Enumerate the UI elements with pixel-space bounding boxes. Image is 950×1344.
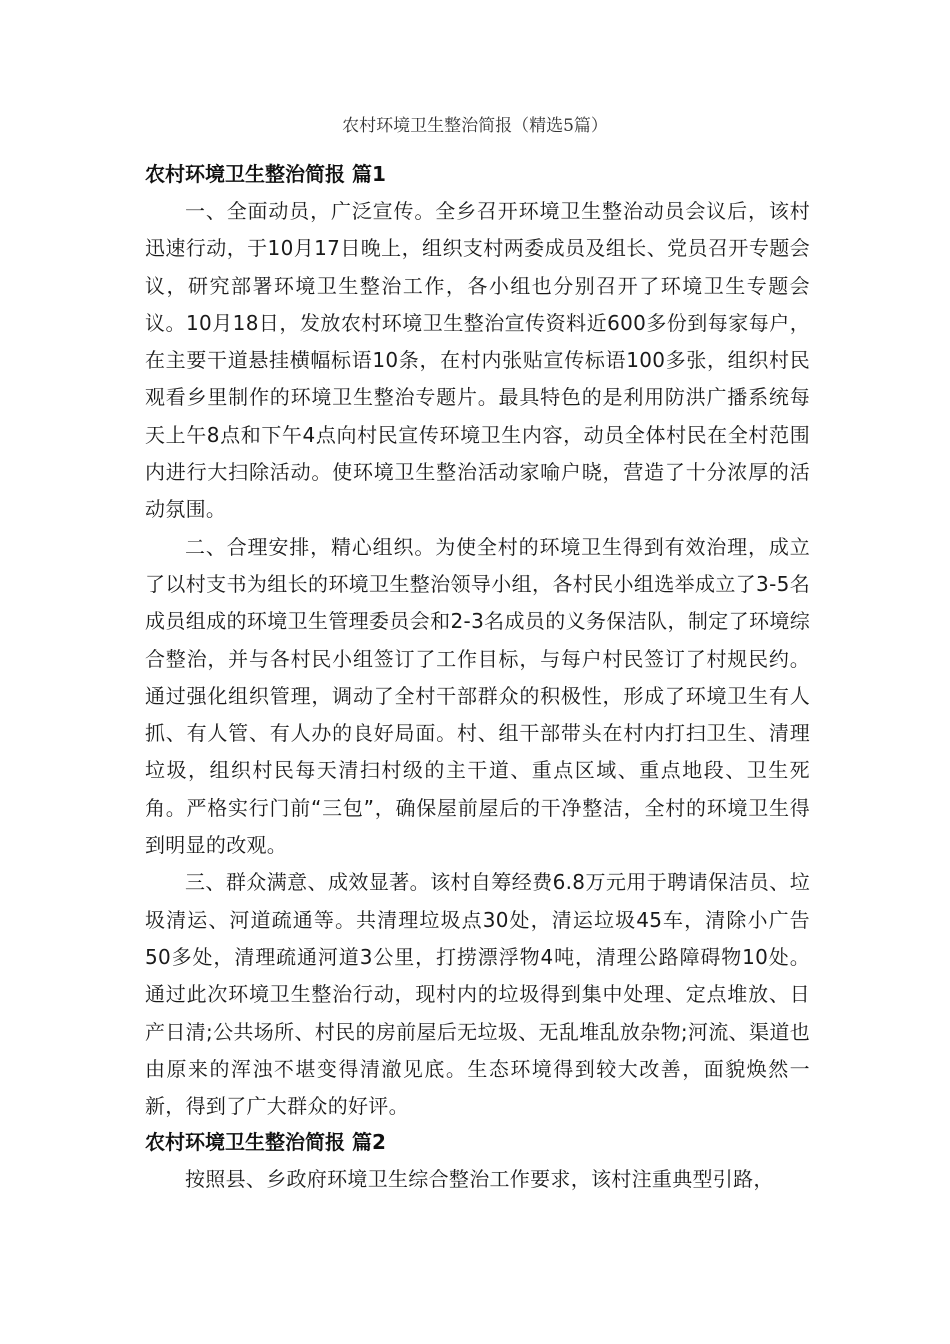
document-title: 农村环境卫生整治简报（精选5篇） xyxy=(342,116,608,136)
section-2 xyxy=(145,1125,810,1198)
paragraph: 三、群众满意、成效显著。该村自筹经费6.8万元用于聘请保洁员、垃圾清运、河道疏通等。共清理垃圾点30处，清运垃圾45车，清除小广告50多处，清理疏通河道3公里，打捞漂浮物4吨，清理公路障碍物10处。通过此次环境卫生整治行动，现村内的垃圾得到集中处理、定点堆放、日产日清;公共场所、村民的房前屋后无垃圾、无乱堆乱放杂物;河流、渠道也由原来的浑浊不堪变得清澈见底。生态环境得到较大改善，面貌焕然一新，得到了广大群众的好评。 xyxy=(145,870,810,1119)
paragraph: 一、全面动员，广泛宣传。全乡召开环境卫生整治动员会议后，该村迅速行动，于10月17日晚上，组织支村两委成员及组长、党员召开专题会议，研究部署环境卫生整治工作，各小组也分别召开了环境卫生专题会议。10月18日，发放农村环境卫生整治宣传资料近600多份到每家每户，在主要干道悬挂横幅标语10条，在村内张贴宣传标语100多张，组织村民观看乡里制作的环境卫生整治专题片。最具特色的是利用防洪广播系统每天上午8点和下午4点向村民宣传环境卫生内容，动员全体村民在全村范围内进行大扫除活动。使环境卫生整治活动家喻户晓，营造了十分浓厚的活动氛围。 xyxy=(145,199,810,522)
paragraph: 按照县、乡政府环境卫生综合整治工作要求，该村注重典型引路， xyxy=(185,1167,774,1192)
document-body xyxy=(145,157,810,1199)
paragraph: 二、合理安排，精心组织。为使全村的环境卫生得到有效治理，成立了以村支书为组长的环境卫生整治领导小组，各村民小组选举成立了3-5名成员组成的环境卫生管理委员会和2-3名成员的义务保洁队，制定了环境综合整治，并与各村民小组签订了工作目标，与每户村民签订了村规民约。通过强化组织管理，调动了全村干部群众的积极性，形成了环境卫生有人抓、有人管、有人办的良好局面。村、组干部带头在村内打扫卫生、清理垃圾，组织村民每天清扫村级的主干道、重点区域、重点地段、卫生死角。严格实行门前“三包”，确保屋前屋后的干净整洁，全村的环境卫生得到明显的改观。 xyxy=(145,534,810,858)
section-heading: 农村环境卫生整治简报 篇2 xyxy=(145,1130,386,1155)
section-heading: 农村环境卫生整治简报 篇1 xyxy=(145,162,386,186)
section-1 xyxy=(145,157,810,1125)
